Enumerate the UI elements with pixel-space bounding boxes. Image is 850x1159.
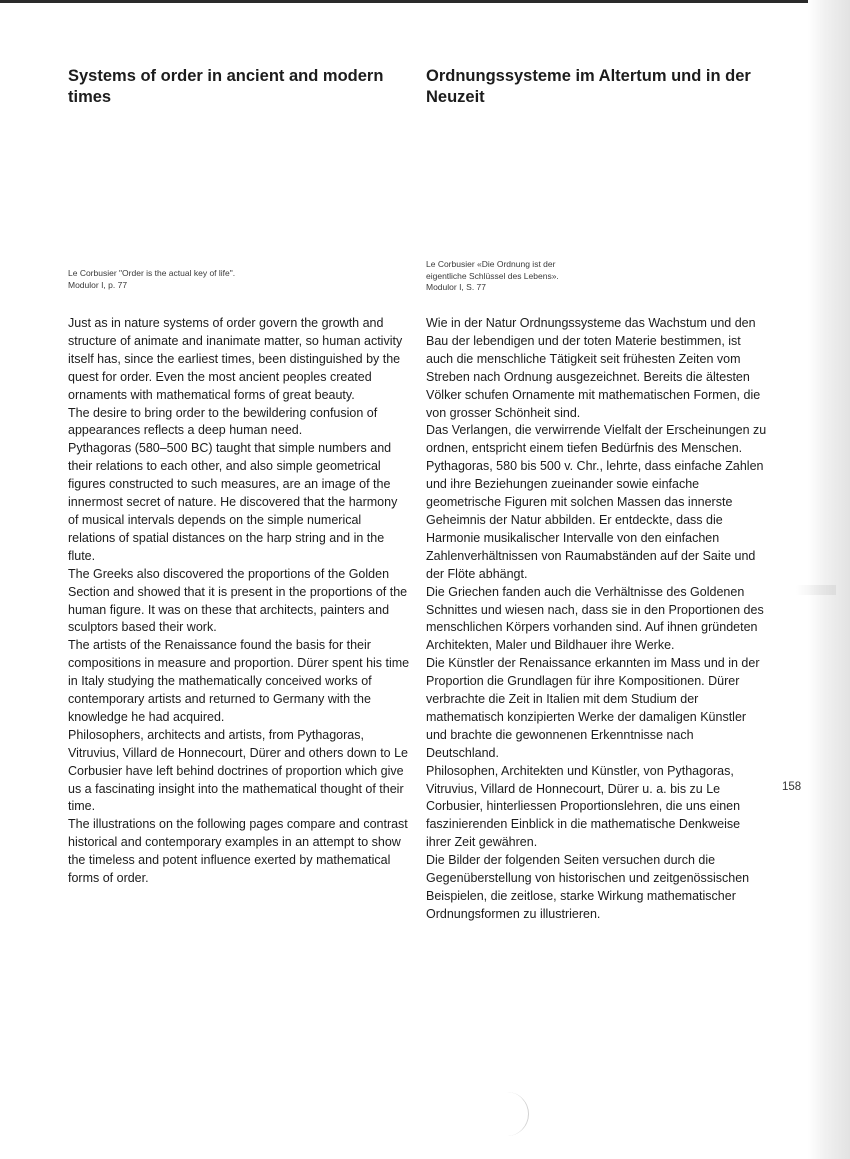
german-caption: Le Corbusier «Die Ordnung ist der eigentliche Schlüssel des Lebens». Modulor I, S. 77 — [426, 259, 559, 292]
english-heading: Systems of order in ancient and modern times — [68, 67, 384, 106]
german-paragraph: Das Verlangen, die verwirrende Vielfalt der Erscheinungen zu ordnen, entspricht einem tiefen Bedürfnis des Menschen. Pythagoras, 580 bis 500 v. Chr., lehrte, dass einfache Zahlen und ihre Beziehungen zueinander sowie einfache geometrische Figuren mit solchen Massen das innerste Geheimnis der Natur abbilden. Er entdeckte, dass die Harmonie musikalischer Intervalle von den einfachen Zahlenverhältnissen von Raumabständen auf der Saite und der Flöte abhängt. — [426, 423, 767, 581]
english-paragraph: The desire to bring order to the bewildering confusion of appearances reflects a deep human need. — [68, 405, 378, 438]
german-paragraph: Wie in der Natur Ordnungssysteme das Wachstum und den Bau der lebendigen und der toten Materie bestimmen, ist auch die menschliche Tätigkeit seit frühesten Zeiten vom Streben nach Ordnung ausgezeichnet. Bereits die ältesten Völker schufen Ornamente mit mathematischen Formen, die von grosser Schönheit sind. — [426, 316, 761, 420]
english-body — [68, 315, 410, 888]
english-caption: Le Corbusier "Order is the actual key of life". Modulor I, p. 77 — [68, 268, 236, 290]
german-heading: Ordnungssysteme im Altertum und in der Neuzeit — [426, 67, 751, 106]
german-paragraph: Die Künstler der Renaissance erkannten im Mass und in der Proportion die Grundlagen für ihre Kompositionen. Dürer verbrachte die Zeit in Italien mit dem Studium der mathematisch konzipierten Werke der damaligen Künstler und brachte die gewonnenen Erkenntnisse nach Deutschland. — [426, 656, 760, 760]
english-paragraph: Just as in nature systems of order govern the growth and structure of animate and inanimate matter, so human activity itself has, since the earliest times, been distinguished by the quest for order. Even the most ancient peoples created ornaments with mathematical forms of great beauty. — [68, 316, 403, 402]
german-paragraph: Philosophen, Architekten und Künstler, von Pythagoras, Vitruvius, Villard de Honnecourt, Dürer u. a. bis zu Le Corbusier, hinterliessen Proportionslehren, die uns einen faszinierenden Einblick in die mathematische Denkweise ihrer Zeit gewähren. — [426, 763, 741, 850]
paper-smudge — [504, 1092, 529, 1136]
english-paragraph: Philosophers, architects and artists, from Pythagoras, Vitruvius, Villard de Honnecourt, Dürer and others down to Le Corbusier have left behind doctrines of proportion which give us a fascinating insight into the mathematical thought of their time. — [68, 727, 409, 814]
page-gutter-shadow — [808, 0, 850, 1159]
german-body — [426, 315, 768, 924]
german-paragraph: Die Bilder der folgenden Seiten versuchen durch die Gegenüberstellung von historischen und zeitgenössischen Beispielen, die zeitlose, starke Wirkung mathematischer Ordnungsformen zu illustrieren. — [426, 853, 750, 921]
english-paragraph: The illustrations on the following pages compare and contrast historical and contemporary examples in an attempt to show the timeless and potent influence exerted by mathematical forms of order. — [68, 817, 408, 886]
page-number: 158 — [782, 781, 802, 793]
page-top-edge — [0, 0, 850, 3]
gutter-mark — [796, 585, 836, 595]
english-paragraph: The Greeks also discovered the proportions of the Golden Section and showed that it is present in the proportions of the human figure. It was on these that architects, painters and sculptors based their work. — [68, 566, 408, 635]
english-paragraph: The artists of the Renaissance found the basis for their compositions in measure and proportion. Dürer spent his time in Italy studying the mathematically conceived works of contemporary artists and returned to Germany with the knowledge he had acquired. — [68, 638, 410, 724]
german-paragraph: Die Griechen fanden auch die Verhältnisse des Goldenen Schnittes und wiesen nach, dass sie in den Proportionen des menschlichen Körpers vorhanden sind. Auf ihnen gründeten Architekten, Maler und Bildhauer ihre Werke. — [426, 584, 764, 653]
english-paragraph: Pythagoras (580–500 BC) taught that simple numbers and their relations to each other, and also simple geometrical figures constructed to such measures, are an image of the innermost secret of nature. He discovered that the harmony of musical intervals depends on the simple numerical relations of spatial distances on the harp string and in the flute. — [68, 441, 398, 563]
